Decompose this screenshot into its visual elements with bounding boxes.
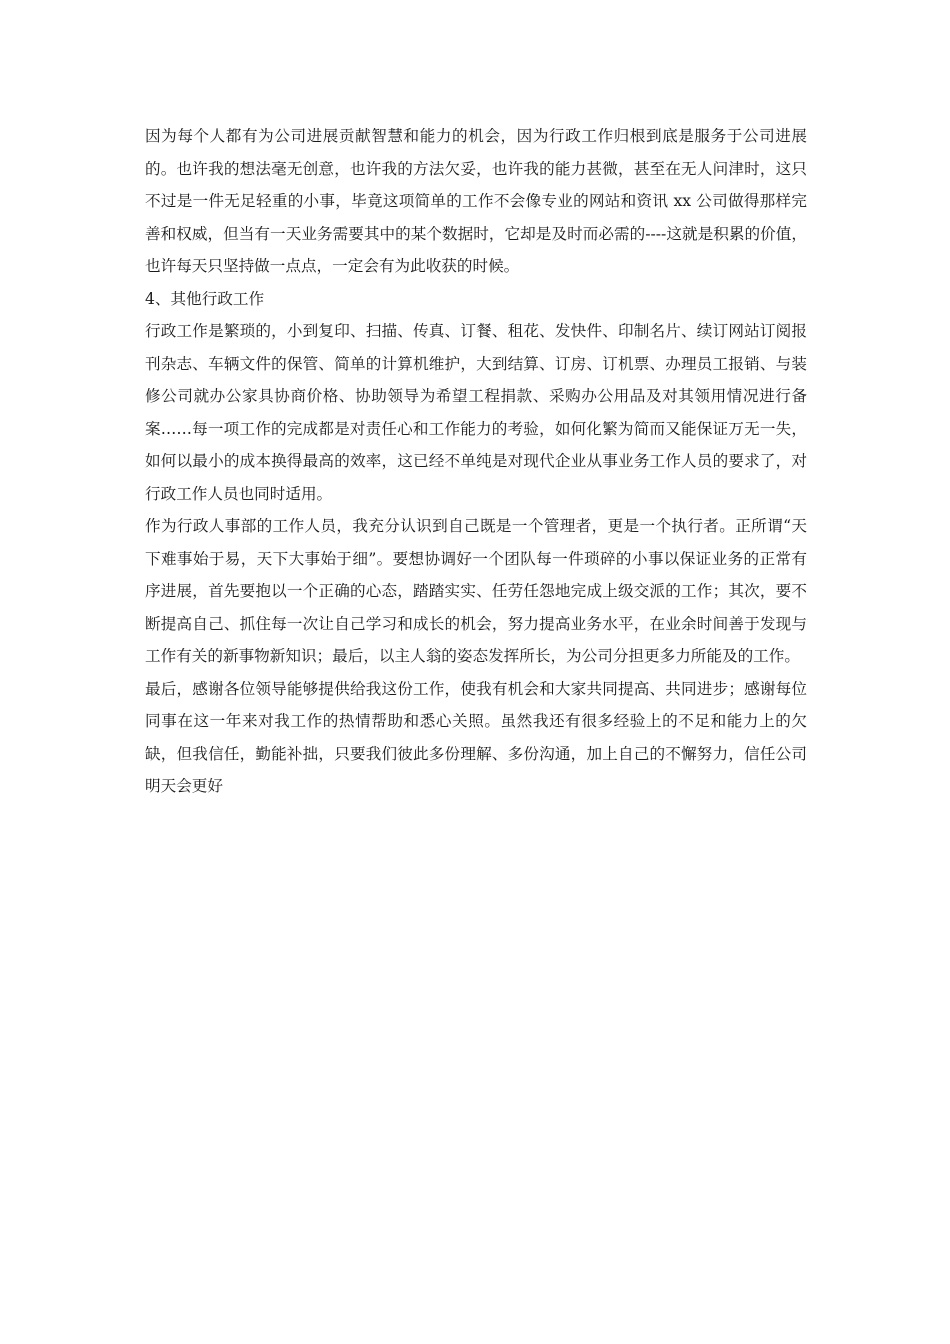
- paragraph-2: 行政工作是繁琐的，小到复印、扫描、传真、订餐、租花、发快件、印制名片、续订网站订阅报刊杂志、车辆文件的保管、简单的计算机维护，大到结算、订房、订机票、办理员工报销、与装修公司就办公家具协商价格、协助领导为希望工程捐款、采购办公用品及对其领用情况进行备案……每一项工作的完成都是对责任心和工作能力的考验，如何化繁为简而又能保证万无一失，如何以最小的成本换得最高的效率，这已经不单纯是对现代企业从事业务工作人员的要求了，对行政工作人员也同时适用。: [145, 322, 807, 503]
- paragraph-3: 作为行政人事部的工作人员，我充分认识到自己既是一个管理者，更是一个执行者。正所谓“天下难事始于易，天下大事始于细”。要想协调好一个团队每一件琐碎的小事以保证业务的正常有序进展，首先要抱以一个正确的心态，踏踏实实、任劳任怨地完成上级交派的工作；其次，要不断提高自己、抓住每一次让自己学习和成长的机会，努力提高业务水平，在业余时间善于发现与工作有关的新事物新知识；最后，以主人翁的姿态发挥所长，为公司分担更多力所能及的工作。: [145, 517, 807, 665]
- paragraph-4: 最后，感谢各位领导能够提供给我这份工作，使我有机会和大家共同提高、共同进步；感谢每位同事在这一年来对我工作的热情帮助和悉心关照。虽然我还有很多经验上的不足和能力上的欠缺，但我信任，勤能补拙，只要我们彼此多份理解、多份沟通，加上自己的不懈努力，信任公司明天会更好: [145, 679, 807, 795]
- paragraph-1: 因为每个人都有为公司进展贡献智慧和能力的机会，因为行政工作归根到底是服务于公司进展的。也许我的想法毫无创意，也许我的方法欠妥，也许我的能力甚微，甚至在无人问津时，这只不过是一件无足轻重的小事，毕竟这项简单的工作不会像专业的网站和资讯 xx 公司做得那样完善和权威，但当有一天业务需要其中的某个数据时，它却是及时而必需的----这就是积累的价值，也许每天只坚持做一点点，一定会有为此收获的时候。: [145, 127, 807, 275]
- section-heading-4: 4、其他行政工作: [145, 289, 265, 308]
- document-body: [145, 120, 807, 803]
